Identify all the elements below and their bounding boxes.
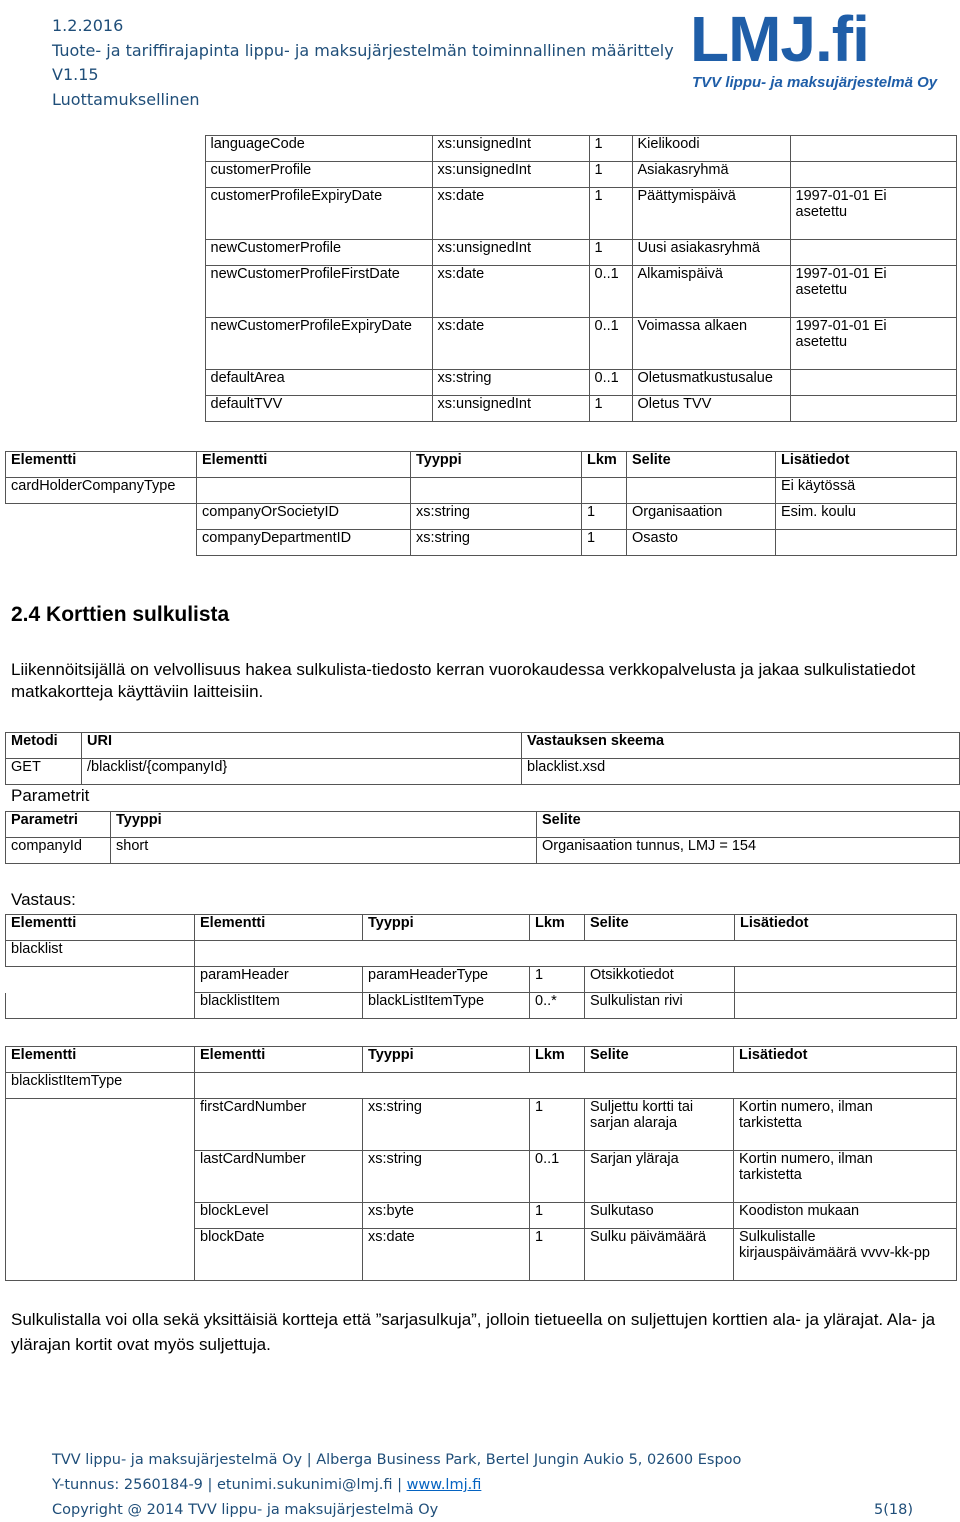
table-cell: Osasto: [627, 530, 776, 556]
header-cell: Lkm: [530, 1047, 585, 1073]
table-cell: blacklistItemType: [6, 1073, 195, 1099]
table-cell: blockDate: [195, 1229, 363, 1281]
table-cell: [197, 478, 411, 504]
header-cell: Selite: [537, 812, 960, 838]
header-cell: Selite: [585, 915, 735, 941]
table-cell: Suljettu kortti tai sarjan alaraja: [585, 1099, 734, 1151]
table-cell: Organisaation: [627, 504, 776, 530]
table-cell: [735, 967, 957, 993]
table-cell: [790, 136, 956, 162]
table-cell: [582, 478, 627, 504]
table-cell: Asiakasryhmä: [632, 162, 790, 188]
table-cell: 0..1: [589, 266, 632, 318]
table-cell: Kortin numero, ilman tarkistetta: [734, 1099, 957, 1151]
table-cell: xs:string: [432, 370, 589, 396]
table-cell: Päättymispäivä: [632, 188, 790, 240]
table-cell: Oletusmatkustusalue: [632, 370, 790, 396]
table-cell: companyId: [6, 838, 111, 864]
table-cell: 0..1: [530, 1151, 585, 1203]
table-cell: 1: [589, 162, 632, 188]
table-cell: 1: [530, 1203, 585, 1229]
lmj-logo: [690, 3, 938, 98]
header-cell: Elementti: [195, 1047, 363, 1073]
table-cell: companyOrSocietyID: [197, 504, 411, 530]
footer-contact: [52, 1477, 481, 1493]
table-cell: [776, 530, 957, 556]
method-table: [5, 732, 960, 785]
header-version: V1.15: [52, 65, 99, 84]
table-cell: [790, 396, 956, 422]
table-cell: lastCardNumber: [195, 1151, 363, 1203]
table-cell: [735, 993, 957, 1019]
header-cell: Selite: [627, 452, 776, 478]
header-cell: Lisätiedot: [734, 1047, 957, 1073]
table-cell: customerProfileExpiryDate: [205, 188, 432, 240]
table-cell: [790, 370, 956, 396]
table-cell: 1: [582, 530, 627, 556]
header-cell: Elementti: [195, 915, 363, 941]
table-cell: xs:string: [363, 1151, 530, 1203]
page-number: 5(18): [874, 1502, 913, 1518]
table-cell: Koodiston mukaan: [734, 1203, 957, 1229]
card-holder-company-table: [5, 451, 957, 556]
table-cell: blockLevel: [195, 1203, 363, 1229]
table-cell: newCustomerProfile: [205, 240, 432, 266]
header-cell: Tyyppi: [363, 915, 530, 941]
params-label: Parametrit: [11, 786, 90, 805]
table-cell: 1: [530, 967, 585, 993]
table-cell: xs:unsignedInt: [432, 162, 589, 188]
header-cell: Lisätiedot: [735, 915, 957, 941]
header-cell: Elementti: [6, 452, 197, 478]
table-cell: Uusi asiakasryhmä: [632, 240, 790, 266]
table-cell: [627, 478, 776, 504]
section-heading: 2.4 Korttien sulkulista: [11, 603, 230, 626]
table-cell: xs:date: [432, 266, 589, 318]
header-cell: Lkm: [582, 452, 627, 478]
table-cell: Kielikoodi: [632, 136, 790, 162]
logo-text: LMJ.fi: [690, 3, 869, 75]
table-cell: 1: [589, 136, 632, 162]
table-cell: [790, 240, 956, 266]
table-cell: Sulku päivämäärä: [585, 1229, 734, 1281]
footer-address: TVV lippu- ja maksujärjestelmä Oy | Alberga Business Park, Bertel Jungin Aukio 5, 02600 Espoo: [52, 1452, 742, 1468]
table-cell: xs:string: [363, 1099, 530, 1151]
response-label: Vastaus:: [11, 890, 76, 909]
table-cell: paramHeaderType: [363, 967, 530, 993]
header-cell: Vastauksen skeema: [522, 733, 960, 759]
table-cell: companyDepartmentID: [197, 530, 411, 556]
table-cell: GET: [6, 759, 82, 785]
blacklist-table: [5, 914, 957, 1019]
table-cell: Otsikkotiedot: [585, 967, 735, 993]
table-cell: Kortin numero, ilman tarkistetta: [734, 1151, 957, 1203]
header-cell: Tyyppi: [411, 452, 582, 478]
table-cell: xs:date: [363, 1229, 530, 1281]
table-cell: Organisaation tunnus, LMJ = 154: [537, 838, 960, 864]
table-cell: xs:unsignedInt: [432, 240, 589, 266]
table-cell: blacklist.xsd: [522, 759, 960, 785]
header-cell: Elementti: [6, 1047, 195, 1073]
table-cell: xs:date: [432, 318, 589, 370]
table-cell: newCustomerProfileFirstDate: [205, 266, 432, 318]
table-cell: cardHolderCompanyType: [6, 478, 197, 504]
header-date: 1.2.2016: [52, 16, 124, 35]
blacklist-item-table: [5, 1046, 957, 1281]
table-cell: defaultTVV: [205, 396, 432, 422]
table-cell: xs:string: [411, 504, 582, 530]
table-cell: Sulkulistalle kirjauspäivämäärä vvvv-kk-pp: [734, 1229, 957, 1281]
table-cell: languageCode: [205, 136, 432, 162]
table-cell: xs:unsignedInt: [432, 396, 589, 422]
table-cell: firstCardNumber: [195, 1099, 363, 1151]
customer-profile-table: [5, 135, 957, 422]
table-cell: /blacklist/{companyId}: [82, 759, 522, 785]
params-table: [5, 811, 960, 864]
table-cell: short: [111, 838, 537, 864]
table-cell: xs:string: [411, 530, 582, 556]
header-cell: Selite: [585, 1047, 734, 1073]
table-cell: Esim. koulu: [776, 504, 957, 530]
table-cell: 1: [582, 504, 627, 530]
table-cell: Voimassa alkaen: [632, 318, 790, 370]
header-cell: Parametri: [6, 812, 111, 838]
header-cell: Tyyppi: [363, 1047, 530, 1073]
table-cell: 0..1: [589, 370, 632, 396]
header-cell: Lisätiedot: [776, 452, 957, 478]
table-cell: xs:unsignedInt: [432, 136, 589, 162]
table-cell: Sulkutaso: [585, 1203, 734, 1229]
website-link[interactable]: www.lmj.fi: [406, 1477, 482, 1493]
header-cell: Elementti: [197, 452, 411, 478]
table-cell: 1997-01-01 Ei asetettu: [790, 188, 956, 240]
table-cell: newCustomerProfileExpiryDate: [205, 318, 432, 370]
logo-subtitle: TVV lippu- ja maksujärjestelmä Oy: [692, 74, 938, 91]
table-cell: Sulkulistan rivi: [585, 993, 735, 1019]
document-header: [52, 14, 674, 112]
table-cell: [790, 162, 956, 188]
table-cell: Ei käytössä: [776, 478, 957, 504]
header-cell: Tyyppi: [111, 812, 537, 838]
table-cell: blacklistItem: [195, 993, 363, 1019]
table-cell: Alkamispäivä: [632, 266, 790, 318]
table-cell: paramHeader: [195, 967, 363, 993]
header-classification: Luottamuksellinen: [52, 89, 200, 109]
table-cell: blackListItemType: [363, 993, 530, 1019]
table-cell: defaultArea: [205, 370, 432, 396]
section-intro: Liikennöitsijällä on velvollisuus hakea sulkulista-tiedosto kerran vuorokaudessa verkkopalvelusta ja jakaa sulkulistatiedot matkakortteja käyttäviin laitteisiin.: [11, 660, 916, 701]
table-cell: blacklist: [6, 941, 195, 967]
table-cell: 1997-01-01 Ei asetettu: [790, 266, 956, 318]
table-cell: 1: [589, 188, 632, 240]
header-cell: Lkm: [530, 915, 585, 941]
table-cell: Sarjan yläraja: [585, 1151, 734, 1203]
header-doc-title: Tuote- ja tariffirajapinta lippu- ja maksujärjestelmän toiminnallinen määrittely: [52, 40, 674, 60]
footer-copyright: Copyright @ 2014 TVV lippu- ja maksujärjestelmä Oy: [52, 1502, 439, 1518]
table-cell: 1: [530, 1229, 585, 1281]
table-cell: customerProfile: [205, 162, 432, 188]
footer-contact-text: Y-tunnus: 2560184-9 | etunimi.sukunimi@lmj.fi |: [52, 1477, 407, 1493]
table-cell: [411, 478, 582, 504]
table-cell: Oletus TVV: [632, 396, 790, 422]
table-cell: 1: [530, 1099, 585, 1151]
table-cell: xs:date: [432, 188, 589, 240]
table-cell: 0..1: [589, 318, 632, 370]
table-cell: 0..*: [530, 993, 585, 1019]
table-cell: 1: [589, 396, 632, 422]
table-cell: 1: [589, 240, 632, 266]
table-cell: xs:byte: [363, 1203, 530, 1229]
header-cell: Elementti: [6, 915, 195, 941]
closing-paragraph: Sulkulistalla voi olla sekä yksittäisiä kortteja että ”sarjasulkuja”, jolloin tietueella on suljettujen korttien ala- ja ylärajat. Ala- ja ylärajan kortit ovat myös suljettuja.: [11, 1310, 936, 1354]
header-cell: Metodi: [6, 733, 82, 759]
table-cell: 1997-01-01 Ei asetettu: [790, 318, 956, 370]
header-cell: URI: [82, 733, 522, 759]
